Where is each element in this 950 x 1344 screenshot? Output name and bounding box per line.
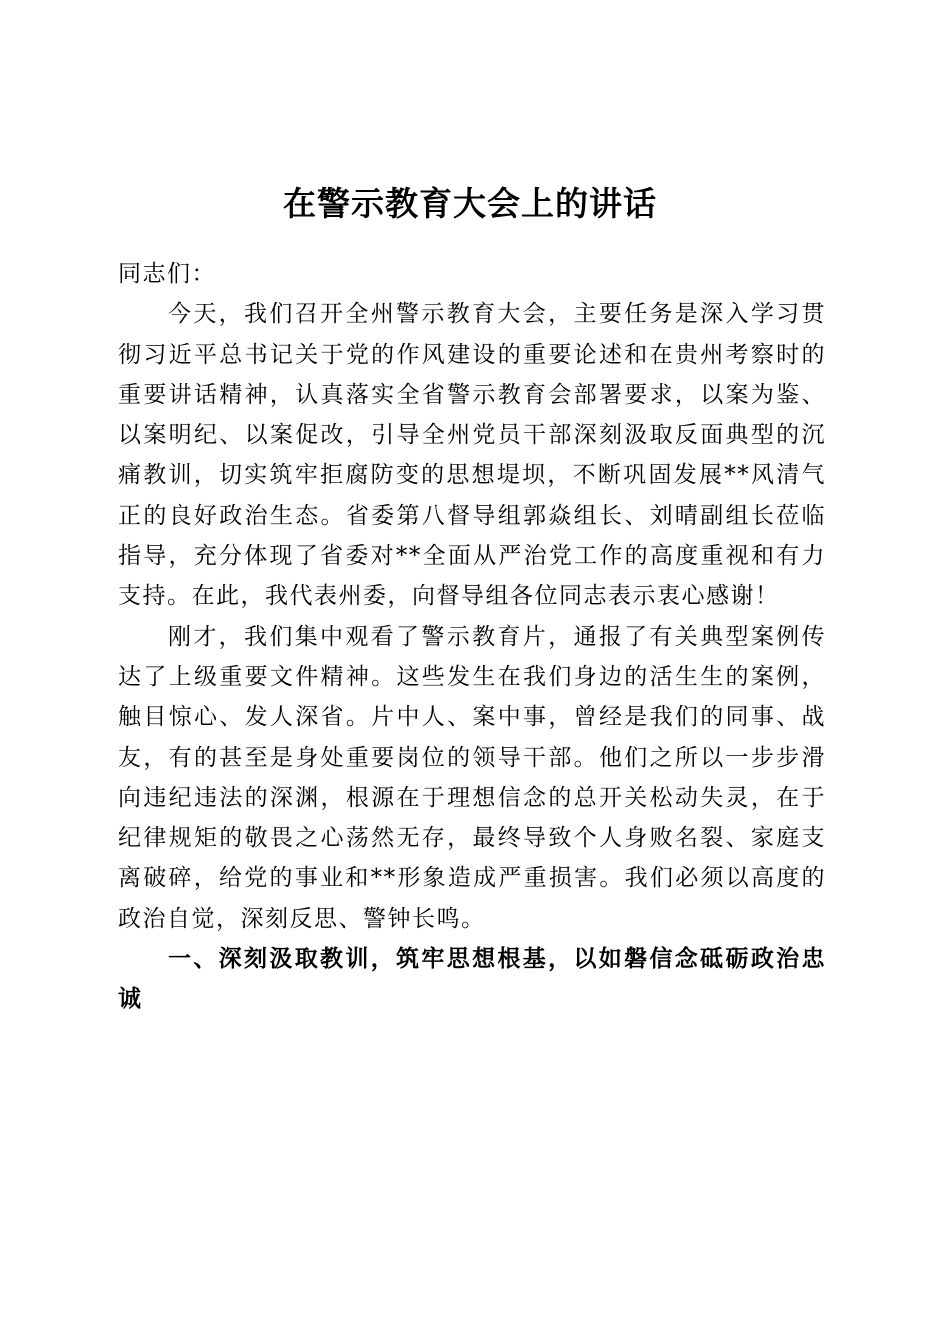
paragraph-opening: 今天，我们召开全州警示教育大会，主要任务是深入学习贯彻习近平总书记关于党的作风建设的重要论述和在贵州考察时的重要讲话精神，认真落实全省警示教育会部署要求，以案为鉴、以案明纪、以案促改，引导全州党员干部深刻汲取反面典型的沉痛教训，切实筑牢拒腐防变的思想堤坝，不断巩固发展**风清气正的良好政治生态。省委第八督导组郭焱组长、刘晴副组长莅临指导，充分体现了省委对**全面从严治党工作的高度重视和有力支持。在此，我代表州委，向督导组各位同志表示衷心感谢！ <box>118 301 826 610</box>
document-title: 在警示教育大会上的讲话 <box>283 184 657 223</box>
section-heading: 一、深刻汲取教训，筑牢思想根基，以如磐信念砥砺政治忠诚 <box>118 946 826 1013</box>
paragraph-warning-cases: 刚才，我们集中观看了警示教育片，通报了有关典型案例传达了上级重要文件精神。这些发生在我们身边的活生生的案例，触目惊心、发人深省。片中人、案中事，曾经是我们的同事、战友，有的甚至是身处重要岗位的领导干部。他们之所以一步步滑向违纪违法的深渊，根源在于理想信念的总开关松动失灵，在于纪律规矩的敬畏之心荡然无存，最终导致个人身败名裂、家庭支离破碎，给党的事业和**形象造成严重损害。我们必须以高度的政治自觉，深刻反思、警钟长鸣。 <box>118 623 826 932</box>
salutation: 同志们： <box>118 261 216 287</box>
document-body <box>118 254 826 1020</box>
